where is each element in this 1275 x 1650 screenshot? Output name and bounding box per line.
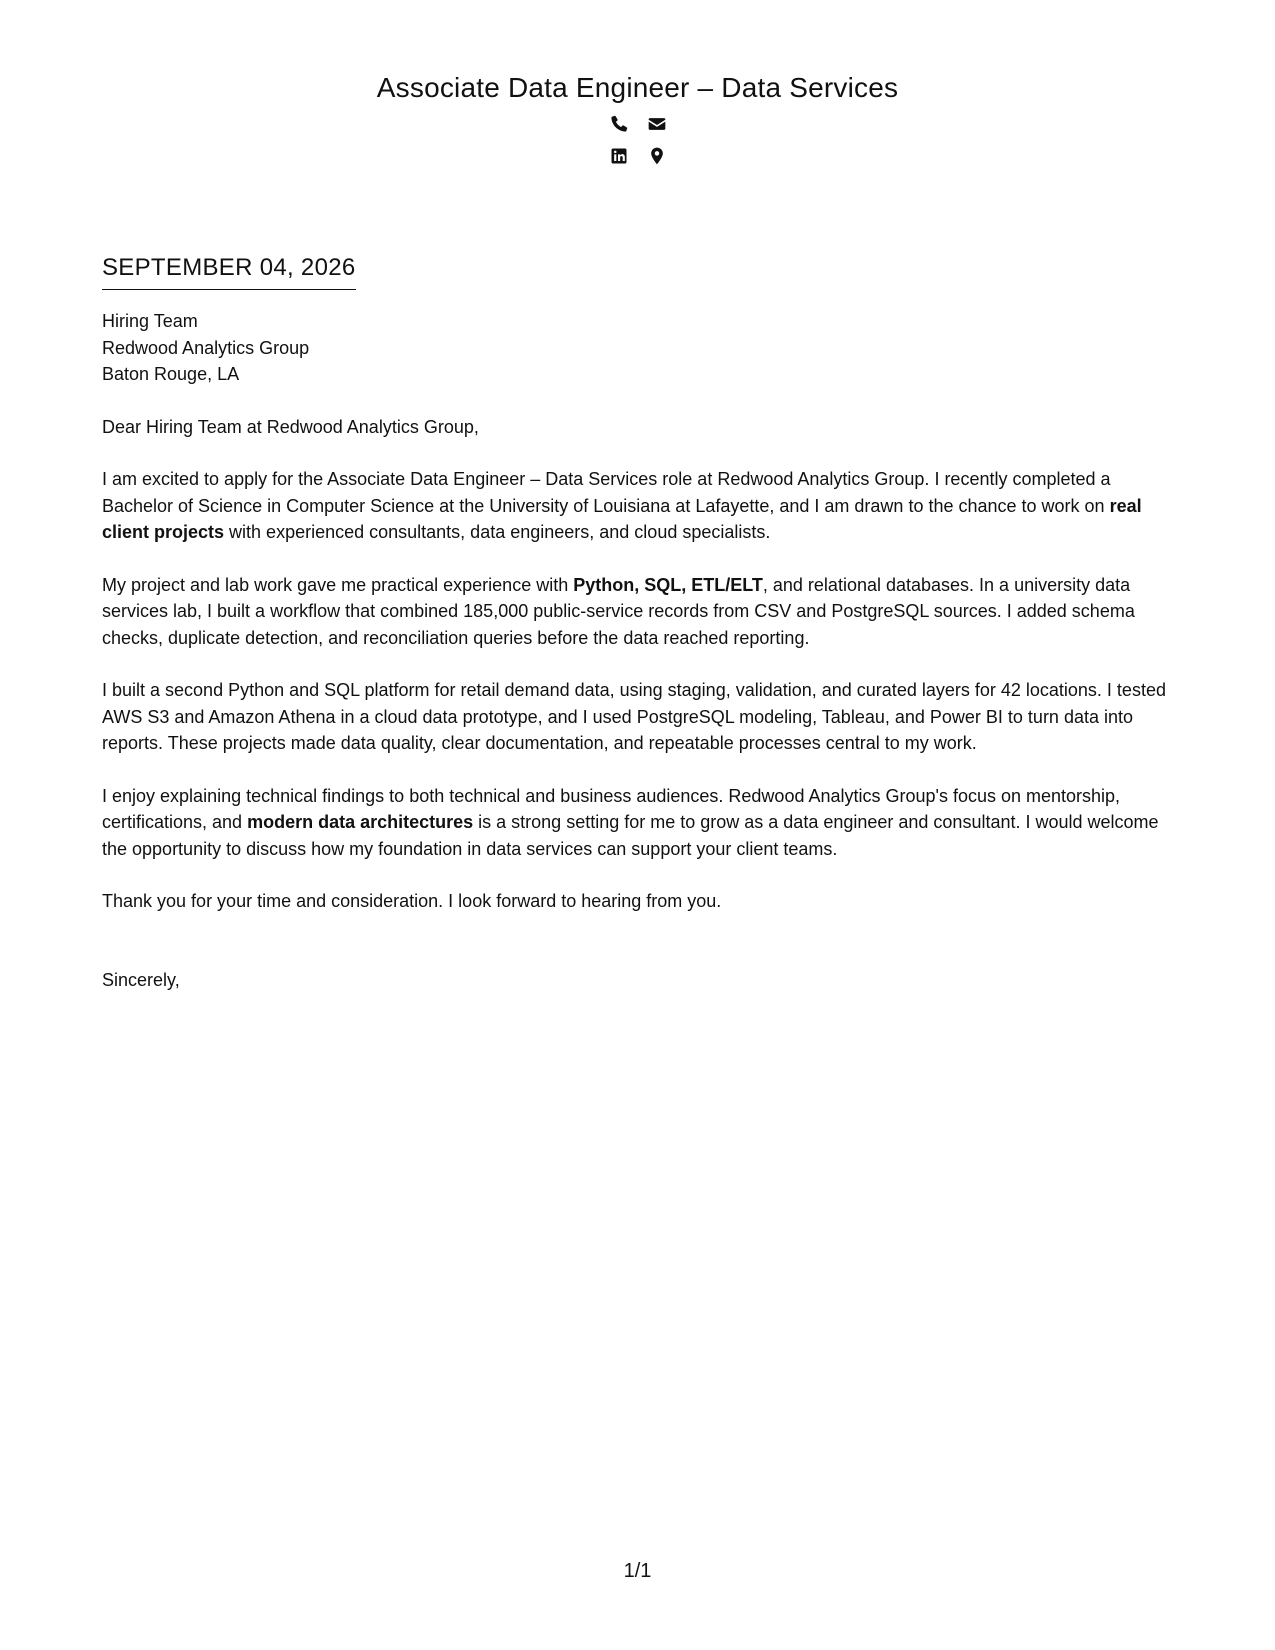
paragraph-5: Thank you for your time and consideration. I look forward to hearing from you. <box>102 891 722 911</box>
paragraph-1-bold: real client projects <box>102 495 1142 542</box>
letter-body <box>102 252 1172 993</box>
paragraph-1-text-c: with experienced consultants, data engineers, and cloud specialists. <box>224 522 771 542</box>
recipient-line-1: Hiring Team <box>102 311 198 331</box>
location-icon[interactable] <box>647 146 667 166</box>
page-number: 1/1 <box>623 1560 652 1582</box>
paragraph-3: I built a second Python and SQL platform for retail demand data, using staging, validation, and curated layers for 42 locations. I tested AWS S3 and Amazon Athena in a cloud data prototype, and I used PostgreSQL modeling, Tableau, and Power BI to turn data into reports. These projects made data quality, clear documentation, and repeatable processes central to my work. <box>102 680 1166 753</box>
linkedin-icon[interactable] <box>609 146 629 166</box>
phone-icon[interactable] <box>609 114 629 134</box>
paragraph-4-text-c: is a strong setting for me to grow as a data engineer and consultant. I would welcome the opportunity to discuss how my foundation in data services can support your client teams. <box>102 812 1159 859</box>
contact-icons-row-2 <box>0 144 1275 168</box>
contact-icons-row-1 <box>0 112 1275 136</box>
paragraph-2-text-c: , and relational databases. In a university data services lab, I built a workflow that combined 185,000 public-service records from CSV and PostgreSQL sources. I added schema checks, duplicate detection, and reconciliation queries before the data reached reporting. <box>102 574 1135 648</box>
paragraph-1-text-a: I am excited to apply for the Associate Data Engineer – Data Services role at Redwood Analytics Group. I recently completed a Bachelor of Science in Computer Science at the University of Louisiana at Lafayette, and I am drawn to the chance to work on <box>102 469 1111 516</box>
paragraph-1 <box>102 466 1172 546</box>
paragraph-4 <box>102 783 1172 863</box>
letter-header <box>0 70 1275 168</box>
recipient-line-3: Baton Rouge, LA <box>102 364 240 384</box>
paragraph-4-bold: modern data architectures <box>247 812 474 832</box>
job-title: Associate Data Engineer – Data Services <box>376 72 899 103</box>
paragraph-2 <box>102 572 1172 652</box>
email-icon[interactable] <box>647 114 667 134</box>
recipient-address <box>102 308 1172 388</box>
recipient-line-2: Redwood Analytics Group <box>102 337 310 358</box>
letter-date: SEPTEMBER 04, 2026 <box>102 252 356 290</box>
greeting: Dear Hiring Team at Redwood Analytics Group, <box>102 416 479 437</box>
paragraph-4-text-a: I enjoy explaining technical findings to both technical and business audiences. Redwood Analytics Group's focus on mentorship, certifications, and <box>102 785 1121 832</box>
paragraph-2-text-a: My project and lab work gave me practical experience with <box>102 574 574 595</box>
signoff: Sincerely, <box>102 969 180 990</box>
paragraph-2-bold: Python, SQL, ETL/ELT <box>573 574 763 595</box>
